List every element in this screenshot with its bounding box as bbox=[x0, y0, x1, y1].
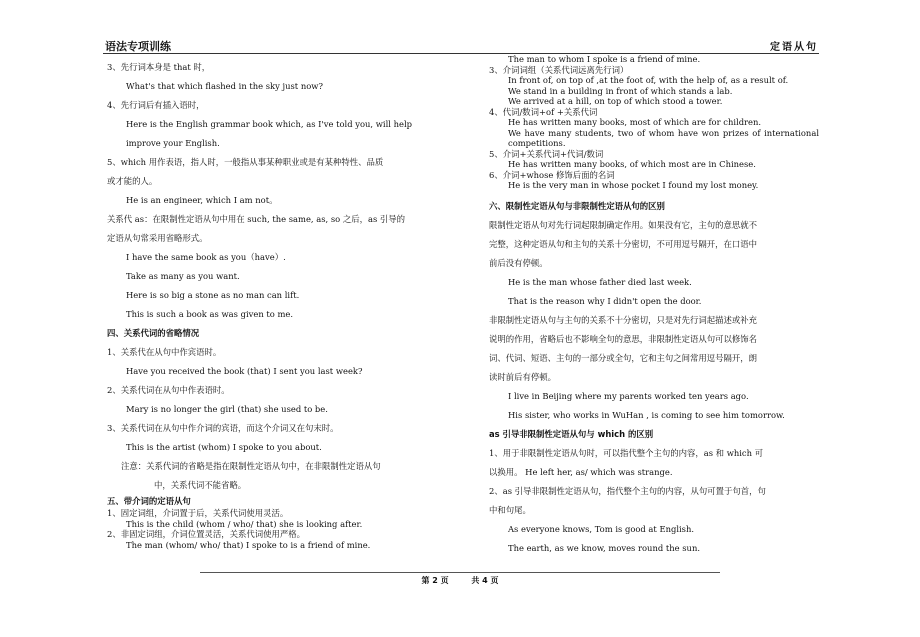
text-line: 2、as 引导非限制性定语从句，指代整个主句的内容，从句可置于句首，句 bbox=[489, 485, 766, 496]
text-line: 5、which 用作表语，指人时，一般指从事某种职业或是有某种特性、品质 bbox=[107, 157, 384, 167]
example-sentence: As everyone knows, Tom is good at English. bbox=[508, 523, 695, 534]
text-line: 3、关系代词在从句中作介词的宾语，而这个介词又在句末时。 bbox=[107, 423, 339, 433]
text-line: 2、关系代词在从句中作表语时。 bbox=[107, 385, 230, 395]
section-heading: 五、带介词的定语从句 bbox=[107, 496, 191, 506]
text-line: 或才能的人。 bbox=[107, 176, 158, 186]
example-sentence: What's that which flashed in the sky just now? bbox=[126, 81, 323, 91]
right-column bbox=[489, 54, 819, 558]
text-line: 6、介词+whose 修饰后面的名词 bbox=[489, 169, 615, 180]
example-sentence: Here is so big a stone as no man can lift. bbox=[126, 290, 300, 300]
footer-rule bbox=[200, 572, 720, 573]
page-header-topic: 定语从句 bbox=[770, 42, 818, 53]
example-sentence: I live in Beijing where my parents worked ten years ago. bbox=[508, 390, 749, 401]
example-sentence: I have the same book as you（have）. bbox=[126, 252, 286, 262]
example-sentence: Here is the English grammar book which, as I've told you, will help bbox=[126, 119, 412, 129]
example-sentence: He has written many books, of which most are in Chinese. bbox=[508, 159, 756, 169]
example-sentence: Take as many as you want. bbox=[126, 271, 240, 281]
text-line: 非限制性定语从句与主句的关系不十分密切，只是对先行词起描述或补充 bbox=[489, 314, 757, 325]
example-sentence: That is the reason why I didn't open the door. bbox=[508, 295, 702, 306]
text-line: 4、代词/数词+of +关系代词 bbox=[489, 106, 598, 117]
example-sentence: The man to whom I spoke is a friend of mine. bbox=[508, 54, 701, 64]
section-heading: as 引导非限制性定语从句与 which 的区别 bbox=[489, 428, 654, 439]
example-sentence: improve your English. bbox=[126, 138, 220, 148]
text-line: 2、非固定词组，介词位置灵活，关系代词使用严格。 bbox=[107, 529, 305, 539]
example-sentence: Mary is no longer the girl (that) she used to be. bbox=[126, 404, 328, 414]
text-line: 1、用于非限制性定语从句时，可以指代整个主句的内容，as 和 which 可 bbox=[489, 447, 764, 458]
example-sentence: We have many students, two of whom have won prizes of international competitions. bbox=[508, 127, 819, 148]
text-line: 读时前后有停顿。 bbox=[489, 371, 556, 382]
text-line: 中和句尾。 bbox=[489, 504, 531, 515]
page-number: 第 2 页 bbox=[421, 576, 449, 585]
text-line: 定语从句常采用省略形式。 bbox=[107, 233, 208, 243]
example-sentence: This is the child (whom / who/ that) she is looking after. bbox=[126, 518, 363, 529]
example-sentence: We stand in a building in front of which stands a lab. bbox=[508, 85, 733, 96]
example-sentence: The man (whom/ who/ that) I spoke to is a friend of mine. bbox=[126, 539, 371, 550]
text-line: 3、先行词本身是 that 时， bbox=[107, 62, 211, 72]
example-sentence: This is such a book as was given to me. bbox=[126, 309, 294, 319]
left-column bbox=[107, 58, 437, 550]
text-line: 3、介词词组（关系代词远离先行词） bbox=[489, 64, 629, 75]
text-line: 以换用。 He left her, as/ which was strange. bbox=[489, 466, 673, 477]
example-sentence: He is the very man in whose pocket I found my lost money. bbox=[508, 180, 759, 190]
example-sentence: He is the man whose father died last week. bbox=[508, 276, 692, 287]
example-sentence: The earth, as we know, moves round the sun. bbox=[508, 542, 700, 553]
text-line: 5、介词+关系代词+代词/数词 bbox=[489, 148, 604, 159]
text-line: 1、固定词组，介词置于后，关系代词使用灵活。 bbox=[107, 508, 289, 518]
page-total: 共 4 页 bbox=[471, 576, 499, 585]
example-sentence: This is the artist (whom) I spoke to you about. bbox=[126, 442, 322, 452]
text-line: 4、先行词后有插入语时， bbox=[107, 100, 205, 110]
example-sentence: We arrived at a hill, on top of which stood a tower. bbox=[508, 96, 723, 106]
text-line: 词、代词、短语、主句的一部分或全句，它和主句之间常用逗号隔开，朗 bbox=[489, 352, 757, 363]
text-line: 1、关系代在从句中作宾语时。 bbox=[107, 347, 222, 357]
example-sentence: He is an engineer, which I am not。 bbox=[126, 195, 278, 205]
section-heading: 四、关系代词的省略情况 bbox=[107, 328, 200, 338]
example-sentence: He has written many books, most of which are for children. bbox=[508, 117, 762, 127]
page-header-title: 语法专项训练 bbox=[105, 40, 171, 53]
text-line: 前后没有停顿。 bbox=[489, 257, 548, 268]
text-line: 说明的作用，省略后也不影响全句的意思，非限制性定语从句可以修饰名 bbox=[489, 333, 757, 344]
section-heading: 六、限制性定语从句与非限制性定语从句的区别 bbox=[489, 200, 665, 211]
note-line: 中，关系代词不能省略。 bbox=[154, 480, 247, 490]
example-sentence: His sister, who works in WuHan , is coming to see him tomorrow. bbox=[508, 409, 785, 420]
text-line: 完整，这种定语从句和主句的关系十分密切，不可用逗号隔开，在口语中 bbox=[489, 238, 757, 249]
text-line: 关系代 as：在限制性定语从句中用在 such, the same, as, so 之后，as 引导的 bbox=[107, 214, 406, 224]
example-sentence: In front of, on top of ,at the foot of, with the help of, as a result of. bbox=[508, 75, 789, 85]
page-footer bbox=[0, 575, 920, 586]
text-line: 限制性定语从句对先行词起限制确定作用。如果没有它，主句的意思就不 bbox=[489, 219, 757, 230]
example-sentence: Have you received the book (that) I sent you last week? bbox=[126, 366, 363, 376]
note-line: 注意：关系代词的省略是指在限制性定语从句中，在非限制性定语从句 bbox=[121, 461, 381, 471]
